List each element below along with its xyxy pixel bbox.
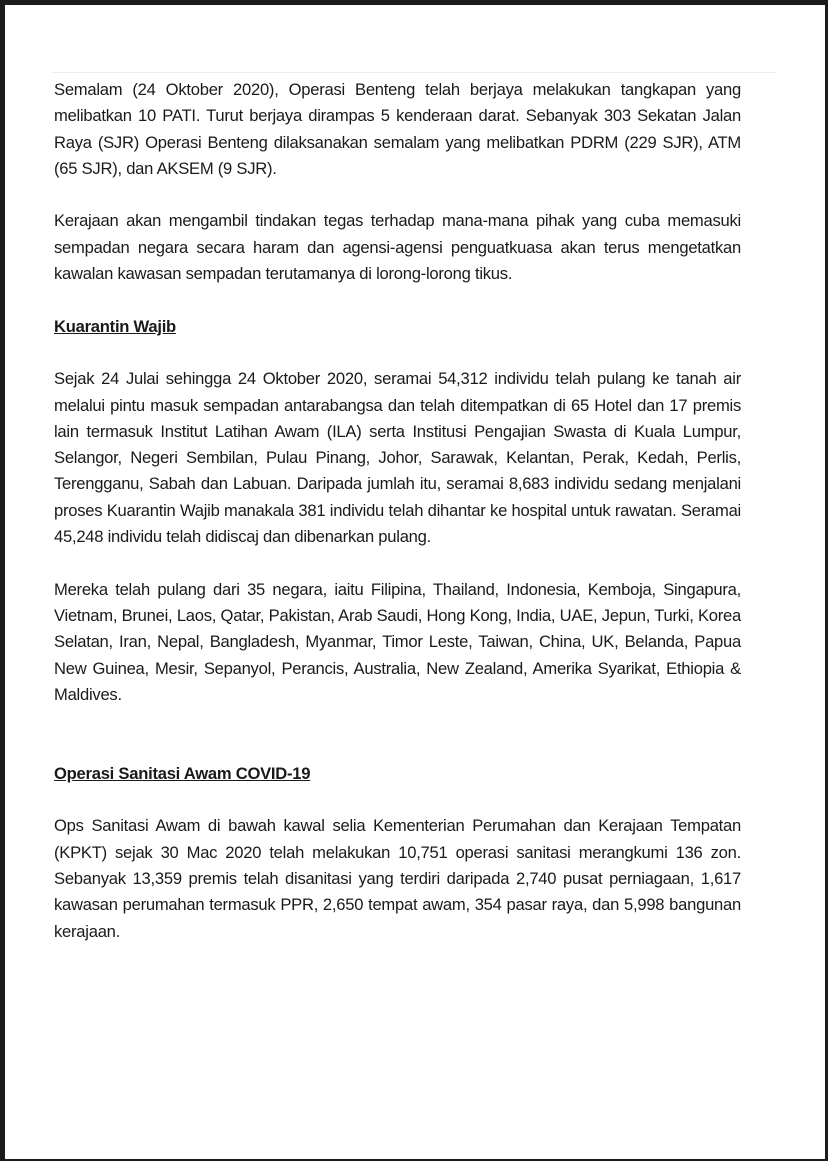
document-body bbox=[54, 77, 741, 945]
paragraph-quarantine-stats: Sejak 24 Julai sehingga 24 Oktober 2020, seramai 54,312 individu telah pulang ke tanah air melalui pintu masuk sempadan antarabangsa dan telah ditempatkan di 65 Hotel dan 17 premis lain termasuk Institut Latihan Awam (ILA) serta Institusi Pengajian Swasta di Kuala Lumpur, Selangor, Negeri Sembilan, Pulau Pinang, Johor, Sarawak, Kelantan, Perak, Kedah, Perlis, Terengganu, Sabah dan Labuan. Daripada jumlah itu, seramai 8,683 individu sedang menjalani proses Kuarantin Wajib manakala 381 individu telah dihantar ke hospital untuk rawatan. Seramai 45,248 individu telah didiscaj dan dibenarkan pulang. bbox=[54, 369, 741, 547]
paragraph-sanitation-stats: Ops Sanitasi Awam di bawah kawal selia Kementerian Perumahan dan Kerajaan Tempatan (KPKT) sejak 30 Mac 2020 telah melakukan 10,751 operasi sanitasi merangkumi 136 zon. Sebanyak 13,359 premis telah disanitasi yang terdiri daripada 2,740 pusat perniagaan, 1,617 kawasan perumahan termasuk PPR, 2,650 tempat awam, 354 pasar raya, dan 5,998 bangunan kerajaan. bbox=[54, 816, 741, 941]
header-divider bbox=[52, 72, 776, 73]
paragraph-enforcement: Kerajaan akan mengambil tindakan tegas terhadap mana-mana pihak yang cuba memasuki sempadan negara secara haram dan agensi-agensi penguatkuasa akan terus mengetatkan kawalan kawasan sempadan terutamanya di lorong-lorong tikus. bbox=[54, 211, 741, 284]
paragraph-operasi-benteng: Semalam (24 Oktober 2020), Operasi Benteng telah berjaya melakukan tangkapan yang melibatkan 10 PATI. Turut berjaya dirampas 5 kenderaan darat. Sebanyak 303 Sekatan Jalan Raya (SJR) Operasi Benteng dilaksanakan semalam yang melibatkan PDRM (229 SJR), ATM (65 SJR), dan AKSEM (9 SJR). bbox=[54, 80, 741, 178]
document-page bbox=[5, 5, 825, 1159]
heading-kuarantin-wajib: Kuarantin Wajib bbox=[54, 316, 176, 336]
heading-operasi-sanitasi: Operasi Sanitasi Awam COVID-19 bbox=[54, 763, 311, 783]
paragraph-countries: Mereka telah pulang dari 35 negara, iaitu Filipina, Thailand, Indonesia, Kemboja, Singapura, Vietnam, Brunei, Laos, Qatar, Pakistan, Arab Saudi, Hong Kong, India, UAE, Jepun, Turki, Korea Selatan, Iran, Nepal, Bangladesh, Myanmar, Timor Leste, Taiwan, China, UK, Belanda, Papua New Guinea, Mesir, Sepanyol, Perancis, Australia, New Zealand, Amerika Syarikat, Ethiopia & Maldives. bbox=[54, 579, 741, 704]
